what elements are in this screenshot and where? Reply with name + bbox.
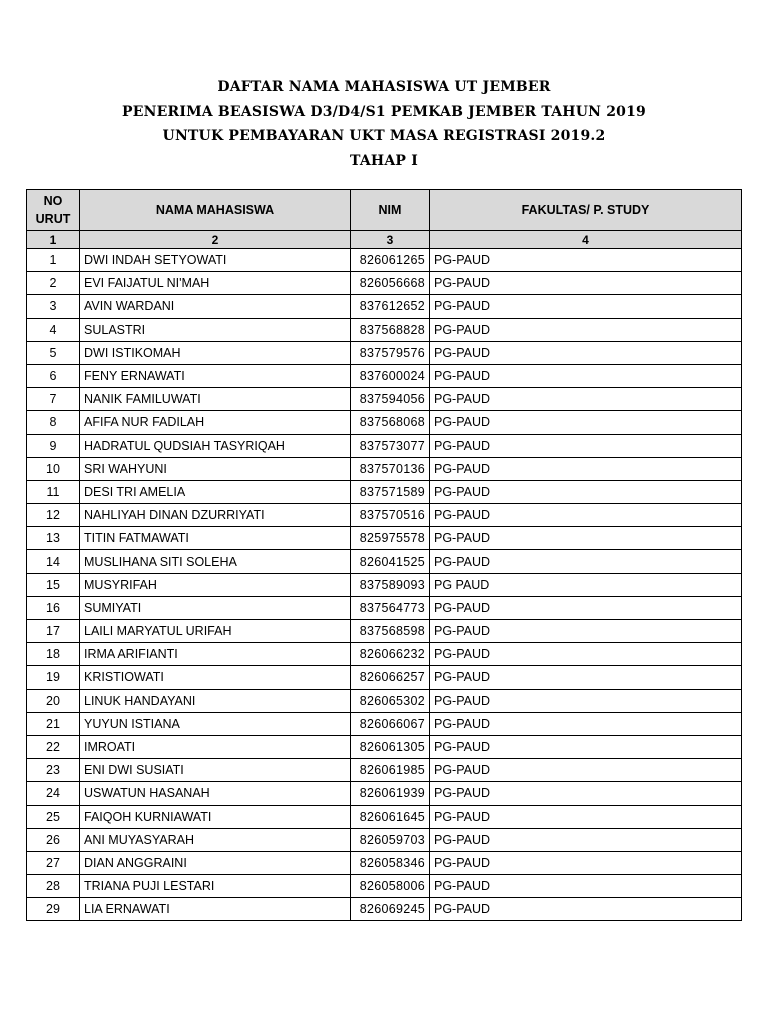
student-name: DWI ISTIKOMAH	[80, 341, 351, 364]
student-nim: 837571589	[351, 480, 430, 503]
student-name: ENI DWI SUSIATI	[80, 759, 351, 782]
table-row	[27, 388, 742, 411]
table-row	[27, 411, 742, 434]
student-name: MUSYRIFAH	[80, 573, 351, 596]
header-index-row	[27, 231, 742, 249]
student-name: LAILI MARYATUL URIFAH	[80, 620, 351, 643]
table-row	[27, 480, 742, 503]
student-faculty: PG-PAUD	[430, 341, 742, 364]
student-name: AFIFA NUR FADILAH	[80, 411, 351, 434]
table-row	[27, 596, 742, 619]
student-name: ANI MUYASYARAH	[80, 828, 351, 851]
student-name: SUMIYATI	[80, 596, 351, 619]
table-row	[27, 759, 742, 782]
student-name: NAHLIYAH DINAN DZURRIYATI	[80, 504, 351, 527]
student-nim: 837589093	[351, 573, 430, 596]
student-table	[26, 189, 742, 921]
student-faculty: PG-PAUD	[430, 898, 742, 921]
table-row	[27, 364, 742, 387]
student-name: SRI WAHYUNI	[80, 457, 351, 480]
row-number: 1	[27, 249, 80, 272]
header-faculty: FAKULTAS/ P. STUDY	[430, 190, 742, 231]
table-row	[27, 851, 742, 874]
student-faculty: PG-PAUD	[430, 504, 742, 527]
student-nim: 826061645	[351, 805, 430, 828]
student-faculty: PG-PAUD	[430, 828, 742, 851]
student-nim: 837570136	[351, 457, 430, 480]
student-faculty: PG-PAUD	[430, 295, 742, 318]
student-nim: 826066257	[351, 666, 430, 689]
header-index-cell: 3	[351, 231, 430, 249]
table-row	[27, 782, 742, 805]
student-name: FAIQOH KURNIAWATI	[80, 805, 351, 828]
student-faculty: PG-PAUD	[430, 480, 742, 503]
header-name: NAMA MAHASISWA	[80, 190, 351, 231]
student-nim: 826066067	[351, 712, 430, 735]
student-faculty: PG PAUD	[430, 573, 742, 596]
student-faculty: PG-PAUD	[430, 596, 742, 619]
student-nim: 826058006	[351, 875, 430, 898]
student-nim: 837568828	[351, 318, 430, 341]
title-line-2: PENERIMA BEASISWA D3/D4/S1 PEMKAB JEMBER TAHUN 2019	[122, 103, 646, 120]
student-nim: 826065302	[351, 689, 430, 712]
student-faculty: PG-PAUD	[430, 643, 742, 666]
table-row	[27, 643, 742, 666]
row-number: 3	[27, 295, 80, 318]
student-nim: 826056668	[351, 272, 430, 295]
row-number: 13	[27, 527, 80, 550]
table-row	[27, 712, 742, 735]
student-name: DIAN ANGGRAINI	[80, 851, 351, 874]
row-number: 19	[27, 666, 80, 689]
row-number: 9	[27, 434, 80, 457]
student-nim: 826059703	[351, 828, 430, 851]
student-nim: 837573077	[351, 434, 430, 457]
table-row	[27, 341, 742, 364]
student-faculty: PG-PAUD	[430, 457, 742, 480]
header-no-urut	[27, 190, 80, 231]
student-nim: 826061985	[351, 759, 430, 782]
student-name: IRMA ARIFIANTI	[80, 643, 351, 666]
student-name: FENY ERNAWATI	[80, 364, 351, 387]
row-number: 10	[27, 457, 80, 480]
title-line-3: UNTUK PEMBAYARAN UKT MASA REGISTRASI 2019.2	[162, 128, 606, 144]
student-faculty: PG-PAUD	[430, 712, 742, 735]
table-row	[27, 666, 742, 689]
student-faculty: PG-PAUD	[430, 550, 742, 573]
student-nim: 837564773	[351, 596, 430, 619]
student-faculty: PG-PAUD	[430, 620, 742, 643]
row-number: 16	[27, 596, 80, 619]
table-row	[27, 457, 742, 480]
student-nim: 837570516	[351, 504, 430, 527]
table-row	[27, 434, 742, 457]
row-number: 20	[27, 689, 80, 712]
table-row	[27, 318, 742, 341]
row-number: 12	[27, 504, 80, 527]
document-title	[0, 75, 768, 173]
row-number: 28	[27, 875, 80, 898]
student-nim: 837594056	[351, 388, 430, 411]
student-faculty: PG-PAUD	[430, 782, 742, 805]
student-nim: 837612652	[351, 295, 430, 318]
student-name: LINUK HANDAYANI	[80, 689, 351, 712]
title-line-1: DAFTAR NAMA MAHASISWA UT JEMBER	[217, 79, 551, 95]
row-number: 24	[27, 782, 80, 805]
header-no-line1: NO	[43, 194, 63, 208]
row-number: 18	[27, 643, 80, 666]
student-name: TRIANA PUJI LESTARI	[80, 875, 351, 898]
table-row	[27, 573, 742, 596]
student-nim: 837568598	[351, 620, 430, 643]
student-nim: 826058346	[351, 851, 430, 874]
student-nim: 826066232	[351, 643, 430, 666]
student-faculty: PG-PAUD	[430, 666, 742, 689]
header-index-cell: 1	[27, 231, 80, 249]
student-name: KRISTIOWATI	[80, 666, 351, 689]
student-name: NANIK FAMILUWATI	[80, 388, 351, 411]
student-nim: 826069245	[351, 898, 430, 921]
student-name: AVIN WARDANI	[80, 295, 351, 318]
table-row	[27, 735, 742, 758]
table-row	[27, 550, 742, 573]
table-row	[27, 875, 742, 898]
table-row	[27, 805, 742, 828]
header-no-line2: URUT	[35, 212, 71, 226]
student-nim: 837600024	[351, 364, 430, 387]
table-header	[27, 190, 742, 249]
row-number: 5	[27, 341, 80, 364]
header-row	[27, 190, 742, 231]
row-number: 4	[27, 318, 80, 341]
student-name: HADRATUL QUDSIAH TASYRIQAH	[80, 434, 351, 457]
student-faculty: PG-PAUD	[430, 735, 742, 758]
row-number: 7	[27, 388, 80, 411]
title-line-4: TAHAP I	[350, 152, 418, 169]
student-faculty: PG-PAUD	[430, 364, 742, 387]
header-index-cell: 4	[430, 231, 742, 249]
row-number: 26	[27, 828, 80, 851]
student-name: DESI TRI AMELIA	[80, 480, 351, 503]
student-faculty: PG-PAUD	[430, 851, 742, 874]
table-row	[27, 504, 742, 527]
student-faculty: PG-PAUD	[430, 434, 742, 457]
student-name: IMROATI	[80, 735, 351, 758]
student-faculty: PG-PAUD	[430, 759, 742, 782]
student-faculty: PG-PAUD	[430, 249, 742, 272]
student-nim: 826061939	[351, 782, 430, 805]
header-index-cell: 2	[80, 231, 351, 249]
student-faculty: PG-PAUD	[430, 272, 742, 295]
student-name: USWATUN HASANAH	[80, 782, 351, 805]
student-nim: 826041525	[351, 550, 430, 573]
student-name: LIA ERNAWATI	[80, 898, 351, 921]
row-number: 14	[27, 550, 80, 573]
row-number: 21	[27, 712, 80, 735]
student-nim: 826061265	[351, 249, 430, 272]
header-nim: NIM	[351, 190, 430, 231]
student-nim: 825975578	[351, 527, 430, 550]
table-row	[27, 898, 742, 921]
student-name: YUYUN ISTIANA	[80, 712, 351, 735]
student-name: TITIN FATMAWATI	[80, 527, 351, 550]
row-number: 15	[27, 573, 80, 596]
row-number: 8	[27, 411, 80, 434]
table-row	[27, 295, 742, 318]
table-row	[27, 527, 742, 550]
row-number: 11	[27, 480, 80, 503]
student-faculty: PG-PAUD	[430, 411, 742, 434]
row-number: 23	[27, 759, 80, 782]
table-row	[27, 249, 742, 272]
student-name: EVI FAIJATUL NI'MAH	[80, 272, 351, 295]
student-faculty: PG-PAUD	[430, 875, 742, 898]
row-number: 25	[27, 805, 80, 828]
row-number: 6	[27, 364, 80, 387]
table-row	[27, 272, 742, 295]
student-faculty: PG-PAUD	[430, 527, 742, 550]
table-body	[27, 249, 742, 921]
row-number: 29	[27, 898, 80, 921]
table-row	[27, 828, 742, 851]
student-faculty: PG-PAUD	[430, 689, 742, 712]
student-name: MUSLIHANA SITI SOLEHA	[80, 550, 351, 573]
student-faculty: PG-PAUD	[430, 805, 742, 828]
row-number: 2	[27, 272, 80, 295]
table-row	[27, 689, 742, 712]
row-number: 17	[27, 620, 80, 643]
table-row	[27, 620, 742, 643]
student-nim: 837568068	[351, 411, 430, 434]
student-nim: 837579576	[351, 341, 430, 364]
student-name: DWI INDAH SETYOWATI	[80, 249, 351, 272]
row-number: 22	[27, 735, 80, 758]
student-faculty: PG-PAUD	[430, 388, 742, 411]
student-nim: 826061305	[351, 735, 430, 758]
row-number: 27	[27, 851, 80, 874]
student-faculty: PG-PAUD	[430, 318, 742, 341]
student-name: SULASTRI	[80, 318, 351, 341]
